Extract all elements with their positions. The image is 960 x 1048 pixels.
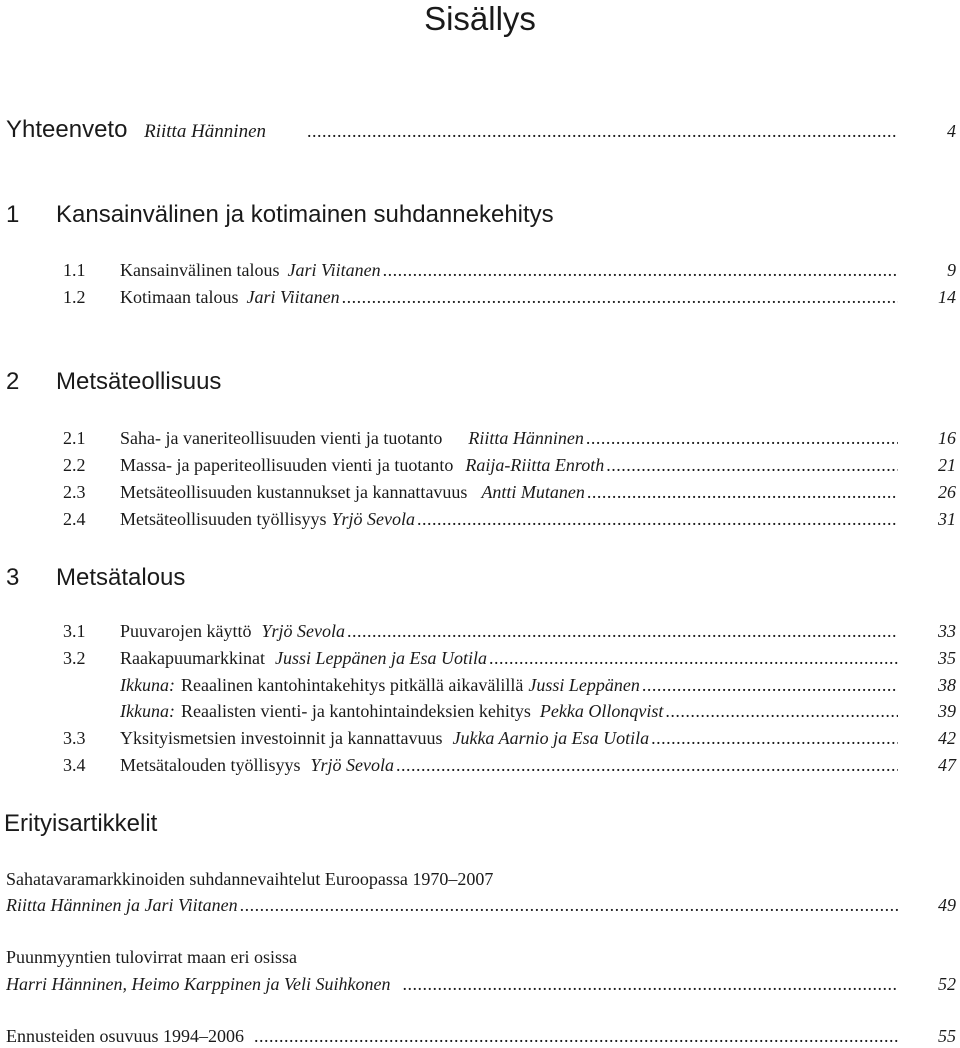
page-number: 42: [938, 728, 956, 748]
entry-title: Yksityismetsien investoinnit ja kannattavuus: [120, 728, 443, 748]
entry-title: Puuvarojen käyttö: [120, 621, 252, 641]
toc-entry-window[interactable]: [0, 699, 960, 723]
section-number: 3: [6, 564, 20, 591]
page-number: 49: [938, 895, 956, 915]
entry-title: Metsäteollisuuden kustannukset ja kannattavuus: [120, 482, 468, 502]
toc-entry[interactable]: [0, 753, 960, 777]
dot-leader: [240, 893, 898, 917]
section-heading[interactable]: [6, 368, 221, 396]
section-number: 2: [6, 368, 20, 395]
entry-author: Antti Mutanen: [481, 482, 585, 502]
entry-number: 1.2: [63, 287, 86, 307]
dot-leader: [606, 453, 898, 477]
entry-number: 2.4: [63, 509, 86, 529]
page-number: 35: [938, 648, 956, 668]
special-article-title[interactable]: Puunmyyntien tulovirrat maan eri osissa: [6, 947, 297, 967]
page-number: 4: [947, 121, 956, 141]
entry-number: 3.2: [63, 648, 86, 668]
dot-leader: [396, 753, 898, 777]
section-title: Kansainvälinen ja kotimainen suhdannekehitys: [56, 201, 554, 228]
special-articles-heading: Erityisartikkelit: [4, 810, 158, 837]
entry-number: 2.1: [63, 428, 86, 448]
entry-number: 3.3: [63, 728, 86, 748]
entry-title: Ennusteiden osuvuus 1994–2006: [6, 1026, 244, 1046]
entry-title: Kansainvälinen talous: [120, 260, 280, 280]
toc-entry[interactable]: [0, 480, 960, 504]
entry-author: Jari Viitanen: [246, 287, 340, 307]
section-heading[interactable]: [6, 564, 185, 592]
toc-entry[interactable]: [0, 507, 960, 531]
toc-entry[interactable]: [0, 258, 960, 282]
entry-title: Kotimaan talous: [120, 287, 239, 307]
dot-leader: [417, 507, 898, 531]
dot-leader: [307, 119, 898, 143]
toc-entry[interactable]: [0, 646, 960, 670]
page-number: 38: [938, 675, 956, 695]
entry-author: Riitta Hänninen: [468, 428, 584, 448]
entry-author: Jari Viitanen: [287, 260, 381, 280]
dot-leader: [586, 426, 898, 450]
entry-author: Jussi Leppänen ja Esa Uotila: [274, 648, 487, 668]
toc-entry[interactable]: [0, 426, 960, 450]
entry-prefix: Ikkuna:: [120, 701, 175, 721]
page-number: 55: [938, 1026, 956, 1046]
dot-leader: [254, 1024, 898, 1048]
toc-entry[interactable]: [0, 453, 960, 477]
entry-author: Raija-Riitta Enroth: [465, 455, 605, 475]
page-title: Sisällys: [424, 0, 536, 37]
entry-prefix: Ikkuna:: [120, 675, 175, 695]
page-number: 14: [938, 287, 956, 307]
toc-entry[interactable]: [0, 1024, 960, 1048]
page-number: 52: [938, 974, 956, 994]
special-article-title[interactable]: Sahatavaramarkkinoiden suhdannevaihtelut Euroopassa 1970–2007: [6, 869, 494, 889]
page-number: 21: [938, 455, 956, 475]
section-title: Metsätalous: [56, 564, 186, 591]
entry-author: Riitta Hänninen ja Jari Viitanen: [6, 895, 238, 915]
dot-leader: [402, 972, 898, 996]
entry-number: 2.2: [63, 455, 86, 475]
entry-author: Harri Hänninen, Heimo Karppinen ja Veli Suihkonen: [6, 974, 391, 994]
page-number: 31: [938, 509, 956, 529]
dot-leader: [665, 699, 898, 723]
section-title: Metsäteollisuus: [56, 368, 222, 395]
entry-title: Metsäteollisuuden työllisyys: [120, 509, 327, 529]
toc-entry[interactable]: [0, 285, 960, 309]
entry-number: 3.1: [63, 621, 86, 641]
section-heading[interactable]: [6, 201, 554, 229]
page-number: 26: [938, 482, 956, 502]
entry-author: Jukka Aarnio ja Esa Uotila: [452, 728, 650, 748]
entry-author: Pekka Ollonqvist: [539, 701, 664, 721]
summary-author: Riitta Hänninen: [144, 121, 267, 142]
toc-entry[interactable]: [0, 972, 960, 996]
entry-title: Saha- ja vaneriteollisuuden vienti ja tuotanto: [120, 428, 443, 448]
section-number: 1: [6, 201, 20, 228]
entry-title: Reaalisten vienti- ja kantohintaindeksien kehitys: [180, 701, 531, 721]
summary-leader-row: [0, 119, 960, 143]
page-number: 9: [947, 260, 956, 280]
dot-leader: [383, 258, 898, 282]
page-number: 33: [938, 621, 956, 641]
entry-number: 2.3: [63, 482, 86, 502]
dot-leader: [489, 646, 898, 670]
dot-leader: [587, 480, 898, 504]
entry-title: Massa- ja paperiteollisuuden vienti ja tuotanto: [120, 455, 454, 475]
toc-entry[interactable]: [0, 893, 960, 917]
entry-author: Yrjö Sevola: [331, 509, 415, 529]
page-number: 39: [938, 701, 956, 721]
entry-number: 3.4: [63, 755, 86, 775]
toc-entry[interactable]: [0, 726, 960, 750]
dot-leader: [651, 726, 898, 750]
page-number: 16: [938, 428, 956, 448]
toc-entry[interactable]: [0, 619, 960, 643]
summary-title: Yhteenveto: [6, 116, 128, 143]
entry-author: Jussi Leppänen: [528, 675, 640, 695]
dot-leader: [347, 619, 898, 643]
dot-leader: [642, 673, 898, 697]
toc-entry-window[interactable]: [0, 673, 960, 697]
entry-title: Reaalinen kantohintakehitys pitkällä aikavälillä: [180, 675, 524, 695]
entry-title: Metsätalouden työllisyys: [120, 755, 301, 775]
dot-leader: [342, 285, 898, 309]
entry-author: Yrjö Sevola: [310, 755, 394, 775]
page-number: 47: [938, 755, 956, 775]
entry-title: Raakapuumarkkinat: [120, 648, 265, 668]
entry-number: 1.1: [63, 260, 86, 280]
entry-author: Yrjö Sevola: [261, 621, 345, 641]
